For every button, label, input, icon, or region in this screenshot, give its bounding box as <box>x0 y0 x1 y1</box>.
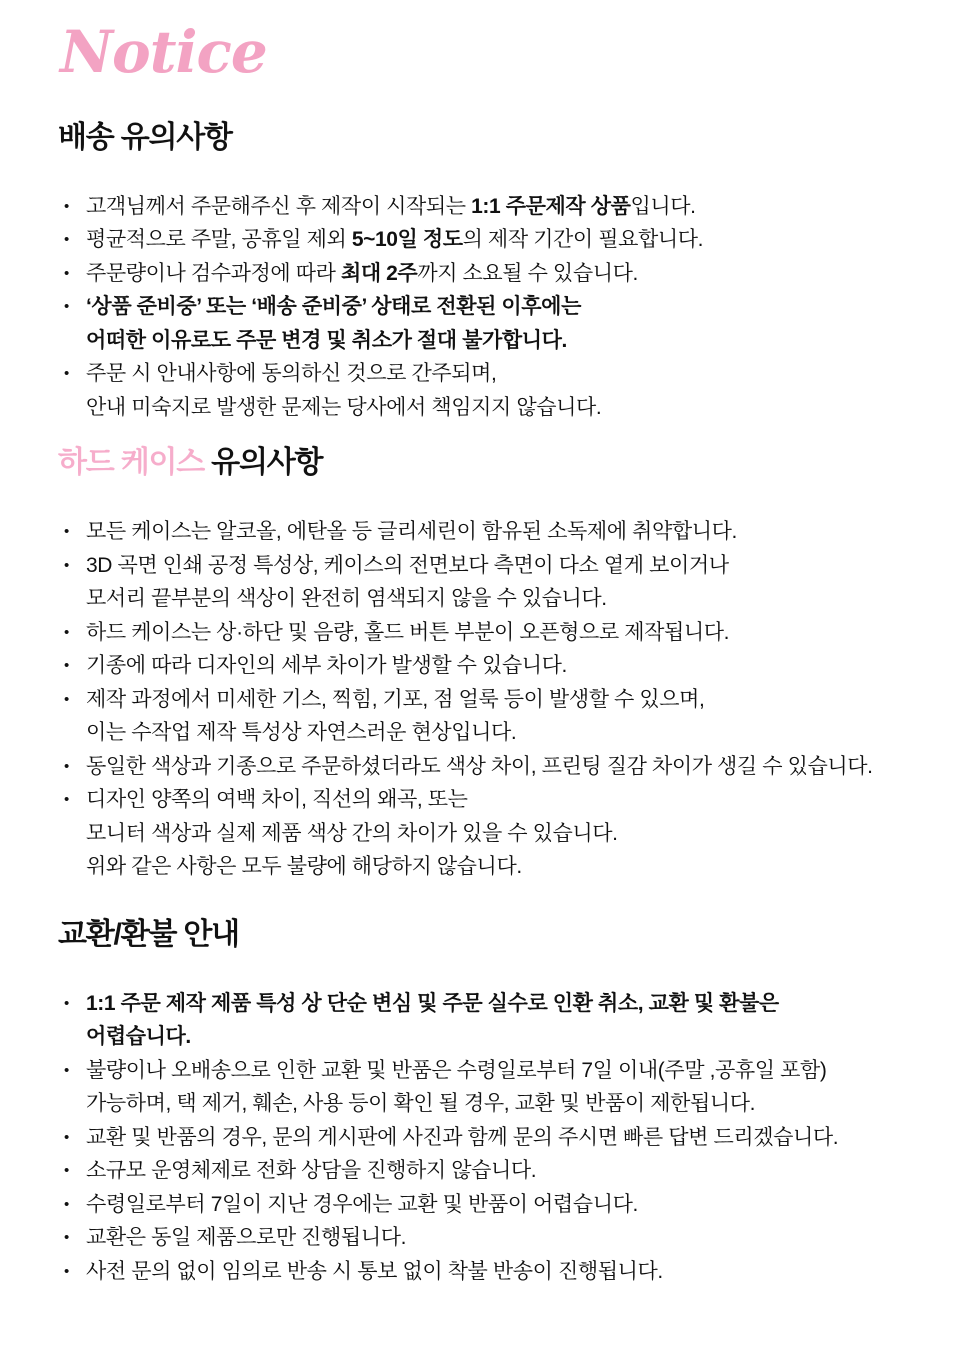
bullet-dot-icon: • <box>64 623 69 641</box>
bullet-dot-icon: • <box>64 1229 69 1247</box>
bullet-dot-icon: • <box>64 1262 69 1280</box>
bullet-list-hardcase <box>58 515 932 884</box>
text-line: 소규모 운영체제로 전화 상담을 진행하지 않습니다. <box>86 1159 537 1183</box>
bullet-dot-icon: • <box>64 231 69 249</box>
text-line: ‘상품 준비중’ 또는 ‘배송 준비중’ 상태로 전환된 이후에는 <box>86 295 581 319</box>
bullet-dot-icon: • <box>64 556 69 574</box>
list-item <box>58 1054 932 1121</box>
section-shipping-notice <box>58 121 932 425</box>
list-item-text <box>86 1121 932 1155</box>
list-item <box>58 549 932 616</box>
list-item-text <box>86 683 932 750</box>
text-line: 위와 같은 사항은 모두 불량에 해당하지 않습니다. <box>86 855 522 879</box>
bullet-dot-icon: • <box>64 791 69 809</box>
text-line: 교환 및 반품의 경우, 문의 게시판에 사진과 함께 문의 주시면 빠른 답변 드리겠습니다. <box>86 1125 839 1149</box>
text-line: 1:1 주문 제작 제품 특성 상 단순 변심 및 주문 실수로 인환 취소, 교환 및 환불은 <box>86 991 779 1015</box>
list-item <box>58 649 932 683</box>
bullet-dot-icon: • <box>64 298 69 316</box>
bullet-dot-icon: • <box>64 1162 69 1180</box>
list-item <box>58 515 932 549</box>
text-line: 모니터 색상과 실제 제품 색상 간의 차이가 있을 수 있습니다. <box>86 821 618 845</box>
bullet-list-exchange-refund <box>58 987 932 1289</box>
list-item-text <box>86 1154 932 1188</box>
section-heading-text: 유의사항 <box>211 446 323 480</box>
list-item <box>58 750 932 784</box>
section-heading-text: 배송 유의사항 <box>58 120 232 154</box>
text-line: 모든 케이스는 알코올, 에탄올 등 글리세린이 함유된 소독제에 취약합니다. <box>86 520 737 544</box>
section-heading-text: 교환/환불 안내 <box>58 917 239 951</box>
list-item-text <box>86 290 932 357</box>
text-line: 주문 시 안내사항에 동의하신 것으로 간주되며, <box>86 362 497 386</box>
list-item-text <box>86 1255 932 1289</box>
text-line: 고객님께서 주문해주신 후 제작이 시작되는 1:1 주문제작 상품입니다. <box>86 194 696 218</box>
bullet-list-shipping <box>58 190 932 425</box>
list-item-text <box>86 190 932 224</box>
list-item-text <box>86 1188 932 1222</box>
list-item <box>58 190 932 224</box>
list-item-text <box>86 223 932 257</box>
list-item <box>58 1154 932 1188</box>
bullet-dot-icon: • <box>64 1061 69 1079</box>
text-line: 평균적으로 주말, 공휴일 제외 5~10일 정도의 제작 기간이 필요합니다. <box>86 228 704 252</box>
text-line: 3D 곡면 인쇄 공정 특성상, 케이스의 전면보다 측면이 다소 옅게 보이거나 <box>86 553 729 577</box>
bullet-dot-icon: • <box>64 690 69 708</box>
list-item-text <box>86 357 932 424</box>
bullet-dot-icon: • <box>64 1195 69 1213</box>
list-item <box>58 1255 932 1289</box>
list-item <box>58 987 932 1054</box>
list-item <box>58 783 932 884</box>
list-item <box>58 683 932 750</box>
list-item-text <box>86 1221 932 1255</box>
list-item-text <box>86 649 932 683</box>
list-item-text <box>86 616 932 650</box>
list-item-text <box>86 515 932 549</box>
bullet-dot-icon: • <box>64 994 69 1012</box>
section-hardcase-notice <box>58 446 932 884</box>
section-heading-exchange-refund <box>58 918 932 951</box>
text-line: 어떠한 이유로도 주문 변경 및 취소가 절대 불가합니다. <box>86 328 567 352</box>
bullet-dot-icon: • <box>64 365 69 383</box>
list-item <box>58 1121 932 1155</box>
text-line: 수령일로부터 7일이 지난 경우에는 교환 및 반품이 어렵습니다. <box>86 1192 638 1216</box>
text-line: 어렵습니다. <box>86 1025 191 1049</box>
text-line: 사전 문의 없이 임의로 반송 시 통보 없이 착불 반송이 진행됩니다. <box>86 1259 663 1283</box>
list-item-text <box>86 257 932 291</box>
list-item <box>58 616 932 650</box>
list-item-text <box>86 987 932 1054</box>
list-item <box>58 1188 932 1222</box>
bullet-dot-icon: • <box>64 197 69 215</box>
bullet-dot-icon: • <box>64 523 69 541</box>
text-line: 하드 케이스는 상·하단 및 음량, 홀드 버튼 부분이 오픈형으로 제작됩니다. <box>86 620 730 644</box>
text-line: 안내 미숙지로 발생한 문제는 당사에서 책임지지 않습니다. <box>86 395 602 419</box>
list-item <box>58 1221 932 1255</box>
text-line: 주문량이나 검수과정에 따라 최대 2주까지 소요될 수 있습니다. <box>86 261 638 285</box>
bullet-dot-icon: • <box>64 264 69 282</box>
text-line: 교환은 동일 제품으로만 진행됩니다. <box>86 1226 407 1250</box>
page-title: Notice <box>60 18 267 86</box>
bullet-dot-icon: • <box>64 1128 69 1146</box>
section-exchange-refund <box>58 918 932 1289</box>
list-item <box>58 257 932 291</box>
list-item <box>58 357 932 424</box>
text-line: 이는 수작업 제작 특성상 자연스러운 현상입니다. <box>86 721 517 745</box>
section-heading-hardcase <box>58 446 932 479</box>
section-heading-shipping <box>58 121 932 154</box>
text-line: 제작 과정에서 미세한 기스, 찍힘, 기포, 점 얼룩 등이 발생할 수 있으며, <box>86 687 705 711</box>
list-item <box>58 290 932 357</box>
list-item-text <box>86 750 932 784</box>
text-line: 동일한 색상과 기종으로 주문하셨더라도 색상 차이, 프린팅 질감 차이가 생길 수 있습니다. <box>86 754 873 778</box>
text-line: 가능하며, 택 제거, 훼손, 사용 등이 확인 될 경우, 교환 및 반품이 제한됩니다. <box>86 1092 756 1116</box>
text-line: 모서리 끝부분의 색상이 완전히 염색되지 않을 수 있습니다. <box>86 587 607 611</box>
bullet-dot-icon: • <box>64 757 69 775</box>
text-line: 불량이나 오배송으로 인한 교환 및 반품은 수령일로부터 7일 이내(주말 ,공휴일 포함) <box>86 1058 827 1082</box>
list-item-text <box>86 1054 932 1121</box>
section-heading-text: 하드 케이스 <box>58 446 212 480</box>
list-item-text <box>86 783 932 884</box>
text-line: 디자인 양쪽의 여백 차이, 직선의 왜곡, 또는 <box>86 788 468 812</box>
list-item-text <box>86 549 932 616</box>
text-line: 기종에 따라 디자인의 세부 차이가 발생할 수 있습니다. <box>86 654 567 678</box>
list-item <box>58 223 932 257</box>
bullet-dot-icon: • <box>64 657 69 675</box>
